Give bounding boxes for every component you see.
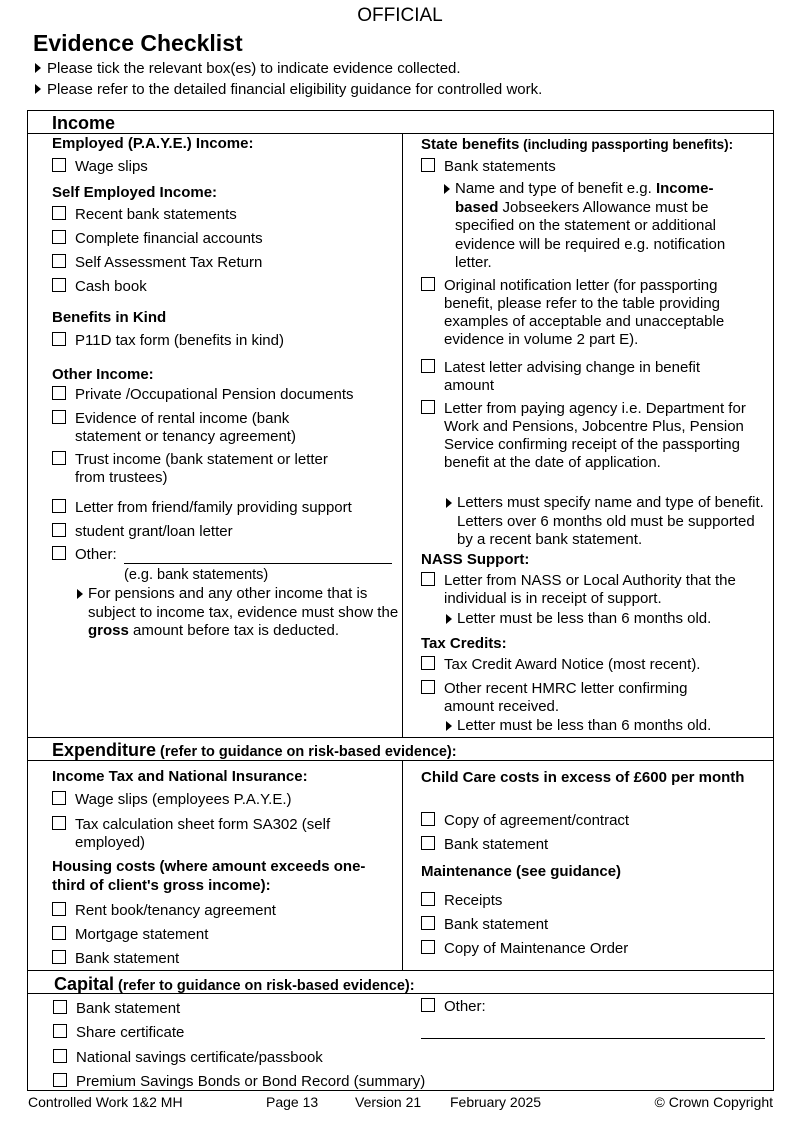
checkbox[interactable]	[421, 998, 435, 1012]
income-bottom-divider	[27, 737, 774, 738]
checkbox[interactable]	[52, 158, 66, 172]
checkbox[interactable]	[53, 1049, 67, 1063]
official-marking: OFFICIAL	[357, 5, 443, 26]
checkbox[interactable]	[421, 812, 435, 826]
checklist-item-mortgage-statement[interactable]: Mortgage statement	[52, 926, 392, 944]
checklist-item-student-grant[interactable]: student grant/loan letter	[52, 523, 392, 541]
checkbox[interactable]	[52, 950, 66, 964]
table-right-border	[773, 110, 774, 1090]
instruction-1: Please tick the relevant box(es) to indicate evidence collected.	[35, 60, 461, 77]
checkbox[interactable]	[52, 332, 66, 346]
checklist-item-wage-slips[interactable]: Wage slips	[52, 158, 392, 176]
checklist-item-friend-family-letter[interactable]: Letter from friend/family providing support	[52, 499, 392, 517]
checkbox[interactable]	[421, 572, 435, 586]
checkbox[interactable]	[52, 278, 66, 292]
benefits-in-kind-heading: Benefits in Kind	[52, 309, 167, 326]
housing-costs-heading: Housing costs (where amount exceeds one-third of client's gross income):	[52, 858, 366, 894]
checkbox[interactable]	[421, 940, 435, 954]
footer-date: February 2025	[450, 1094, 542, 1110]
checkbox[interactable]	[53, 1000, 67, 1014]
checkbox[interactable]	[52, 499, 66, 513]
benefit-bank-statement-note: Name and type of benefit e.g. Income-based Jobseekers Allowance must be specified on the statement or additional evidence will be required e.g. notification letter.	[444, 180, 749, 273]
income-heading: Income	[52, 113, 116, 133]
checklist-item-agreement-contract[interactable]: Copy of agreement/contract	[421, 812, 761, 830]
expenditure-heading: Expenditure (refer to guidance on risk-based evidence):	[52, 740, 457, 760]
income-tax-ni-heading: Income Tax and National Insurance:	[52, 768, 308, 785]
nass-support-heading: NASS Support:	[421, 551, 530, 568]
checkbox[interactable]	[421, 359, 435, 373]
checklist-item-financial-accounts[interactable]: Complete financial accounts	[52, 230, 392, 248]
bullet-arrow-icon	[444, 184, 450, 194]
checkbox[interactable]	[52, 816, 66, 830]
hmrc-letter-note: Letter must be less than 6 months old.	[446, 717, 764, 736]
checkbox[interactable]	[421, 836, 435, 850]
checklist-item-maintenance-order[interactable]: Copy of Maintenance Order	[421, 940, 761, 958]
checkbox[interactable]	[421, 400, 435, 414]
checklist-item-self-assessment[interactable]: Self Assessment Tax Return	[52, 254, 392, 272]
checklist-item-national-savings[interactable]: National savings certificate/passbook	[53, 1049, 453, 1067]
checklist-item-rental-income[interactable]: Evidence of rental income (bank statement or tenancy agreement)	[52, 410, 332, 446]
checklist-item-maintenance-bank-statement[interactable]: Bank statement	[421, 916, 761, 934]
checkbox[interactable]	[52, 254, 66, 268]
checklist-item-recent-bank-statements[interactable]: Recent bank statements	[52, 206, 392, 224]
checklist-item-receipts[interactable]: Receipts	[421, 892, 761, 910]
table-left-border	[27, 110, 28, 1090]
bullet-arrow-icon	[446, 721, 452, 731]
checklist-item-other-income[interactable]: Other:	[52, 546, 132, 564]
checkbox[interactable]	[421, 680, 435, 694]
checklist-item-pension-documents[interactable]: Private /Occupational Pension documents	[52, 386, 392, 404]
state-benefits-heading: State benefits (including passporting benefits):	[421, 136, 734, 153]
checklist-item-tax-credit-award[interactable]: Tax Credit Award Notice (most recent).	[421, 656, 766, 674]
page-title: Evidence Checklist	[33, 30, 243, 56]
checklist-item-trust-income[interactable]: Trust income (bank statement or letter from trustees)	[52, 451, 357, 487]
table-top-border	[27, 110, 774, 111]
tax-credits-heading: Tax Credits:	[421, 635, 507, 652]
checkbox[interactable]	[52, 386, 66, 400]
checklist-item-childcare-bank-statement[interactable]: Bank statement	[421, 836, 761, 854]
checklist-item-benefit-bank-statements[interactable]: Bank statements	[421, 158, 766, 176]
nass-letter-note: Letter must be less than 6 months old.	[446, 610, 764, 629]
checkbox[interactable]	[52, 230, 66, 244]
pension-note: For pensions and any other income that is subject to income tax, evidence must show the gross amount before tax is deducted.	[77, 585, 399, 641]
checkbox[interactable]	[52, 206, 66, 220]
checkbox[interactable]	[53, 1024, 67, 1038]
checklist-item-rent-book[interactable]: Rent book/tenancy agreement	[52, 902, 392, 920]
footer-page-number: Page 13	[266, 1094, 319, 1110]
checkbox[interactable]	[52, 791, 66, 805]
footer-version: Version 21	[355, 1094, 422, 1110]
capital-heading: Capital (refer to guidance on risk-based evidence):	[54, 974, 415, 994]
checklist-item-p11d[interactable]: P11D tax form (benefits in kind)	[52, 332, 392, 350]
checkbox[interactable]	[421, 892, 435, 906]
instruction-2: Please refer to the detailed financial eligibility guidance for controlled work.	[35, 81, 542, 98]
checklist-item-latest-letter[interactable]: Latest letter advising change in benefit amount	[421, 359, 741, 395]
bullet-arrow-icon	[446, 614, 452, 624]
checkbox[interactable]	[421, 277, 435, 291]
checkbox[interactable]	[421, 916, 435, 930]
checklist-item-capital-bank-statement[interactable]: Bank statement	[53, 1000, 393, 1018]
checklist-item-capital-other[interactable]: Other:	[421, 998, 621, 1016]
checkbox[interactable]	[421, 656, 435, 670]
checkbox[interactable]	[53, 1073, 67, 1087]
checklist-item-employee-wage-slips[interactable]: Wage slips (employees P.A.Y.E.)	[52, 791, 392, 809]
checklist-item-nass-letter[interactable]: Letter from NASS or Local Authority that the individual is in receipt of support.	[421, 572, 746, 608]
checklist-item-cash-book[interactable]: Cash book	[52, 278, 392, 296]
expenditure-column-divider	[402, 760, 403, 970]
checklist-item-share-certificate[interactable]: Share certificate	[53, 1024, 393, 1042]
agency-letter-note: Letters must specify name and type of benefit. Letters over 6 months old must be supported by a recent bank statement.	[446, 494, 764, 550]
checklist-item-hmrc-letter[interactable]: Other recent HMRC letter confirming amount received.	[421, 680, 731, 716]
footer-copyright: © Crown Copyright	[654, 1094, 773, 1110]
expenditure-bottom-divider	[27, 970, 774, 971]
self-employed-income-heading: Self Employed Income:	[52, 184, 218, 201]
checklist-item-premium-bonds[interactable]: Premium Savings Bonds or Bond Record (summary)	[53, 1073, 473, 1091]
other-income-hint: (e.g. bank statements)	[124, 567, 269, 583]
bullet-arrow-icon	[446, 498, 452, 508]
bullet-arrow-icon	[35, 63, 41, 73]
employed-income-heading: Employed (P.A.Y.E.) Income:	[52, 135, 254, 152]
income-column-divider	[402, 133, 403, 737]
checkbox[interactable]	[52, 523, 66, 537]
checkbox[interactable]	[52, 546, 66, 560]
checkbox[interactable]	[52, 451, 66, 465]
bullet-arrow-icon	[77, 589, 83, 599]
checklist-item-original-notification-letter[interactable]: Original notification letter (for passporting benefit, please refer to the table providing examples of acceptable and unacceptable evidence in volume 2 part E).	[421, 277, 751, 349]
checklist-item-paying-agency-letter[interactable]: Letter from paying agency i.e. Department for Work and Pensions, Jobcentre Plus, Pension Service confirming receipt of the passporting benefit at the date of application.	[421, 400, 756, 472]
checklist-item-sa302[interactable]: Tax calculation sheet form SA302 (self employed)	[52, 816, 372, 852]
other-income-heading: Other Income:	[52, 366, 154, 383]
income-header-divider	[27, 133, 774, 134]
checkbox[interactable]	[52, 902, 66, 916]
checkbox[interactable]	[52, 410, 66, 424]
child-care-heading: Child Care costs in excess of £600 per month	[421, 769, 745, 786]
other-income-input-line[interactable]	[124, 563, 392, 564]
capital-other-input-line[interactable]	[421, 1038, 765, 1039]
bullet-arrow-icon	[35, 84, 41, 94]
checkbox[interactable]	[421, 158, 435, 172]
maintenance-heading: Maintenance (see guidance)	[421, 863, 622, 880]
footer-form-name: Controlled Work 1&2 MH	[28, 1094, 183, 1110]
checklist-item-housing-bank-statement[interactable]: Bank statement	[52, 950, 392, 968]
checkbox[interactable]	[52, 926, 66, 940]
